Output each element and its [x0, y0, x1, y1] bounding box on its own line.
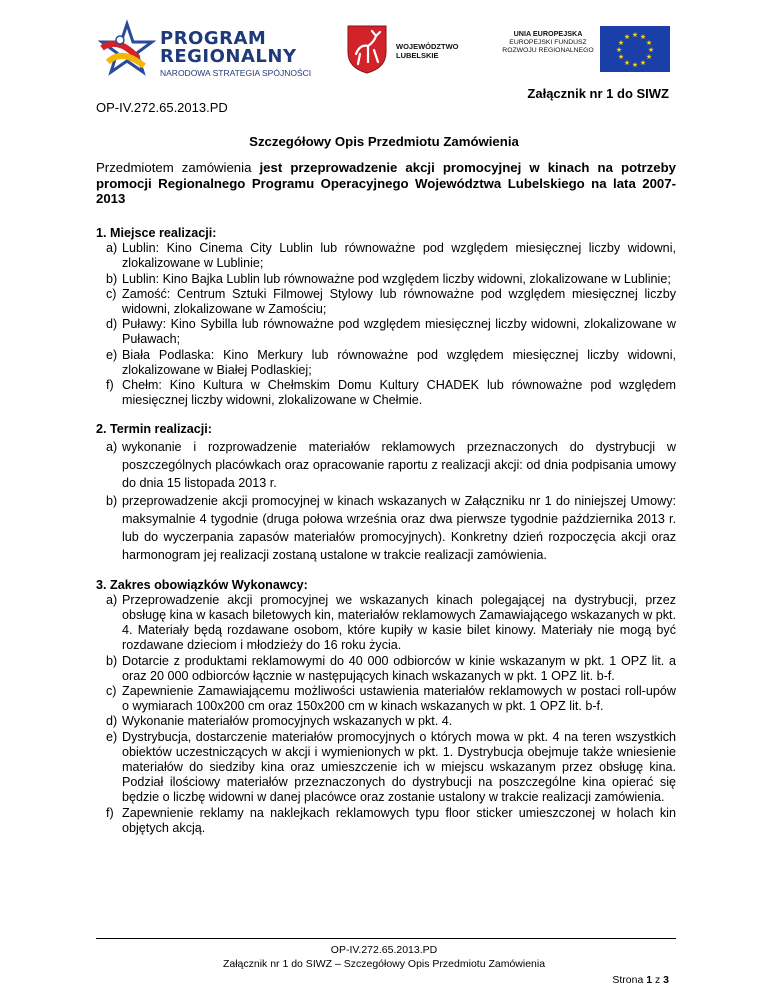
list-item: a) Lublin: Kino Cinema City Lublin lub równoważne pod względem miesięcznej liczby widowni, zlokalizowane w Lublinie;	[106, 241, 676, 271]
section-heading: 2. Termin realizacji:	[96, 422, 212, 437]
svg-text:★: ★	[617, 39, 625, 47]
list-item: e) Biała Podlaska: Kino Merkury lub równoważne pod względem miesięcznej liczby widowni, zlokalizowane w Białej Podlaskiej;	[106, 347, 676, 377]
footer-reference: OP-IV.272.65.2013.PD	[330, 944, 438, 956]
deer-shield-icon	[346, 24, 388, 74]
section-deadline	[96, 422, 676, 563]
svg-text:★: ★	[647, 46, 655, 54]
section-heading: 3. Zakres obowiązków Wykonawcy:	[96, 577, 308, 592]
program-title: PROGRAM REGIONALNY	[160, 28, 297, 67]
svg-text:★: ★	[623, 33, 631, 41]
list-item: c) Zamość: Centrum Sztuki Filmowej Stylowy lub równoważne pod względem miesięcznej liczby widowni, zlokalizowane w Zamościu;	[106, 286, 676, 317]
page-number: Strona 1 z 3	[612, 974, 669, 986]
section-location	[96, 226, 676, 408]
svg-text:★: ★	[631, 61, 639, 69]
svg-text:★: ★	[615, 46, 623, 54]
section-heading: 1. Miejsce realizacji:	[96, 226, 217, 240]
svg-text:★: ★	[623, 59, 631, 67]
svg-text:★: ★	[639, 59, 647, 67]
list-item: b) Lublin: Kino Bajka Lublin lub równoważne pod względem liczby widowni, zlokalizowane w Lublinie;	[106, 271, 671, 286]
list-item: e) Dystrybucja, dostarczenie materiałów promocyjnych o których mowa w pkt. 4 na teren wszystkich obiektów uczestniczących w akcji i wymienionych w pkt. 1. Dystrybucja obejmuje także wniesienie materiałów do siedziby kina oraz umieszczenie ich w miejscu wskazanym przez obsługę kina. Podział ilościowy materiałów przeznaczonych do dystrybucji na poszczególne kina opierać się będzie o liczbę widowni w danej placówce oraz zostanie ustalony w trakcie realizacji zamówienia.	[106, 729, 676, 805]
list-item: d) Wykonanie materiałów promocyjnych wskazanych w pkt. 4.	[106, 714, 453, 729]
eu-flag-icon	[600, 26, 670, 72]
program-regionalny-logo	[98, 18, 328, 84]
voivodeship-name: WOJEWÓDZTWO LUBELSKIE	[396, 42, 459, 60]
program-subtitle: NARODOWA STRATEGIA SPÓJNOŚCI	[160, 68, 312, 78]
svg-text:★: ★	[645, 53, 653, 61]
document-title: Szczegółowy Opis Przedmiotu Zamówienia	[249, 134, 519, 149]
intro-paragraph: Przedmiotem zamówienia jest przeprowadzenie akcji promocyjnej w kinach na potrzeby promocji Regionalnego Programu Operacyjnego Województwa Lubelskiego na lata 2007-2013	[96, 160, 676, 206]
list-item: b) Dotarcie z produktami reklamowymi do 40 000 odbiorców w kinie wskazanym w pkt. 1 OPZ lit. a oraz 20 000 odbiorców łącznie w następujących kinach wskazanych w pkt. 1 OPZ lit. b-f.	[106, 653, 676, 683]
footer-divider	[96, 938, 676, 939]
list-item: d) Puławy: Kino Sybilla lub równoważne pod względem miesięcznej liczby widowni, zlokalizowane w Puławach;	[106, 317, 676, 347]
list-item: a) wykonanie i rozprowadzenie materiałów reklamowych przeznaczonych do dystrybucji w poszczególnych placówkach oraz opracowanie raportu z realizacji akcji: od dnia podpisania umowy do dnia 15 listopada 2013 r.	[106, 439, 676, 490]
eu-logo	[500, 26, 670, 76]
eu-fund-name: UNIA EUROPEJSKA EUROPEJSKI FUNDUSZ ROZWOJU REGIONALNEGO	[502, 29, 594, 54]
sections	[96, 226, 676, 850]
section-contractor-duties	[96, 578, 676, 836]
svg-text:★: ★	[617, 53, 625, 61]
footer-description: Załącznik nr 1 do SIWZ – Szczegółowy Opis Przedmiotu Zamówienia	[222, 958, 546, 970]
list-item: f) Chełm: Kino Kultura w Chełmskim Domu Kultury CHADEK lub równoważne pod względem miesięcznej liczby widowni, zlokalizowane w Chełmie.	[106, 378, 676, 408]
list-item: f) Zapewnienie reklamy na naklejkach reklamowych typu floor sticker umieszczonej w holach kin objętych akcją.	[106, 805, 676, 835]
attachment-label: Załącznik nr 1 do SIWZ	[527, 86, 669, 101]
list-item: a) Przeprowadzenie akcji promocyjnej we wskazanych kinach polegającej na dystrybucji, przez obsługę kina w kasach biletowych kin, materiałów reklamowych Zamawiającego wskazanych w pkt. 4. Materiały będą rozdawane osobom, które kupiły w kasie bilet kinowy. Materiały nie mogą być rozdawane dzieciom i młodzieży do 16 roku życia.	[106, 592, 676, 653]
svg-text:★: ★	[645, 39, 653, 47]
star-logo-icon	[98, 18, 156, 76]
voivodeship-logo	[346, 24, 476, 80]
svg-text:★: ★	[631, 31, 639, 39]
svg-text:★: ★	[639, 33, 647, 41]
reference-number: OP-IV.272.65.2013.PD	[96, 100, 228, 115]
list-item: b) przeprowadzenie akcji promocyjnej w kinach wskazanych w Załączniku nr 1 do niniejszej Umowy: maksymalnie 4 tygodnie (druga połowa września oraz dwa pierwsze tygodnie października 2013 r. lub do wyczerpania zapasów materiałów promocyjnych). Konkretny dzień rozpoczęcia akcji oraz harmonogram jej realizacji zostaną ustalone w trakcie realizacji zamówienia.	[106, 493, 676, 562]
list-item: c) Zapewnienie Zamawiającemu możliwości ustawienia materiałów reklamowych w postaci roll-upów o wymiarach 100x200 cm oraz 150x200 cm w kinach wskazanych w pkt. 1 OPZ lit. b-f.	[106, 684, 676, 714]
